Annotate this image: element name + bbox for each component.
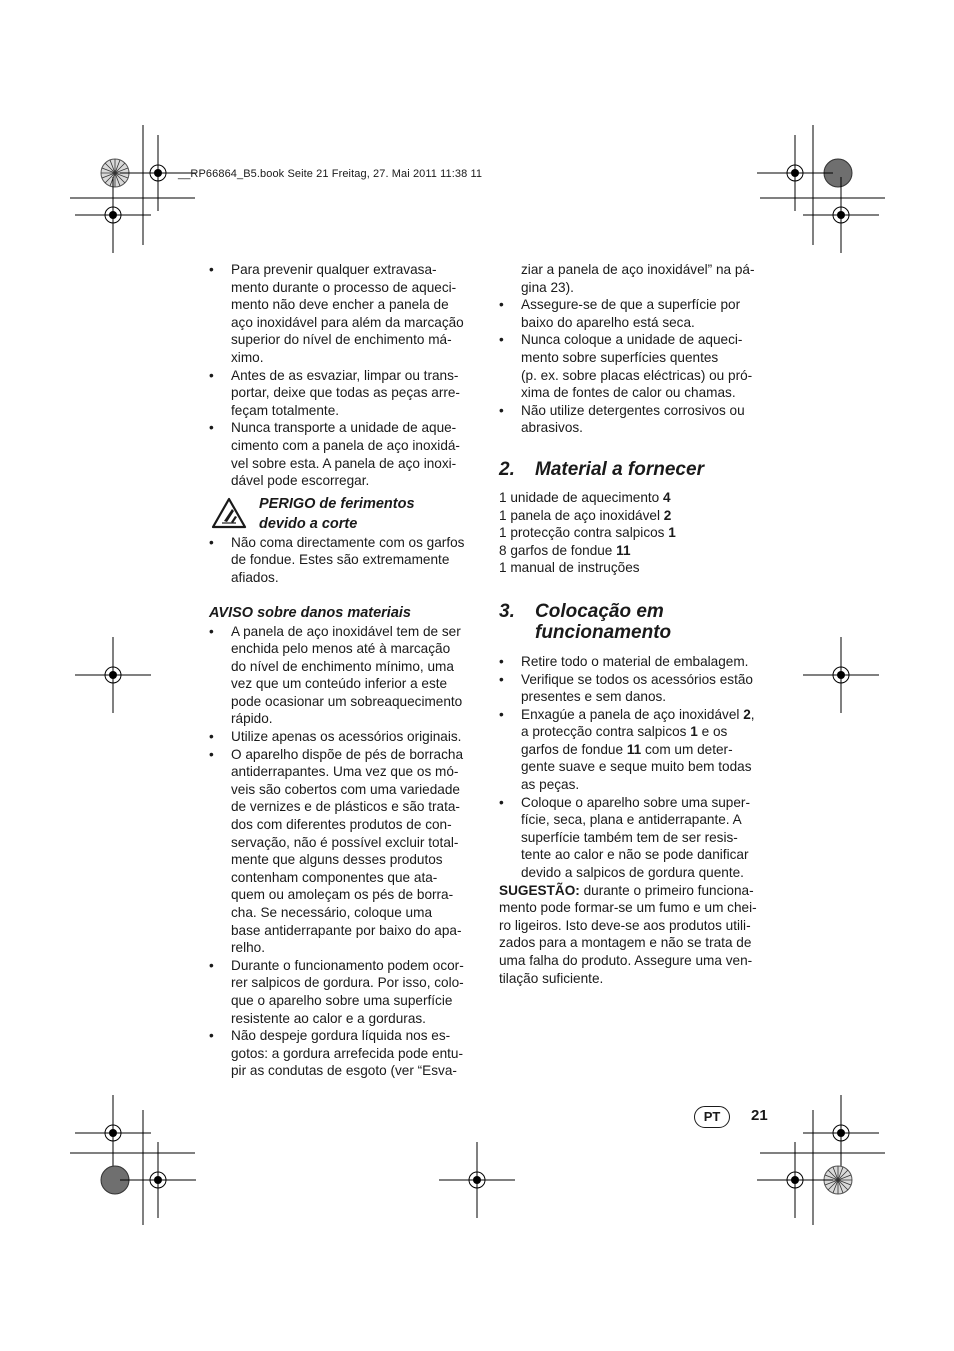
notice-bullets — [209, 623, 477, 1080]
page-number: 21 — [751, 1107, 768, 1124]
list-item: • Coloque o aparelho sobre uma super- fície, seca, plana e antiderrapante. A superfície também tem de ser resis- tente ao calor e não se pode danificar devido a salpicos de gordura quente. — [499, 794, 769, 882]
tip-paragraph: SUGESTÃO: durante o primeiro funciona- mento pode formar-se um fumo e um chei- ro ligeiros. Isto deve-se aos produtos utili- zados para a montagem e não se trata de uma falha do produto. Assegure uma ven- tilação suficiente. — [499, 882, 757, 986]
setup-bullets — [499, 653, 769, 882]
crop-cross-bottom-center — [439, 1142, 515, 1218]
section-3-title-line2: funcionamento — [535, 621, 672, 643]
print-file-header: __RP66864_B5.book Seite 21 Freitag, 27. Mai 2011 11:38 11 — [178, 168, 483, 180]
list-item: • Não coma directamente com os garfos de fondue. Estes são extremamente afiados. — [209, 534, 477, 587]
list-item: • Para prevenir qualquer extravasa- mento durante o processo de aqueci- mento não deve encher a panela de aço inoxidável para além da marcação superior do nível de enchimento má- ximo. — [209, 261, 477, 367]
danger-title-line1: PERIGO de ferimentos — [259, 495, 415, 512]
language-badge: PT — [694, 1106, 730, 1128]
continued-bullet-text: ziar a panela de aço inoxidável” na pá- gina 23). — [521, 262, 755, 295]
list-item: • O aparelho dispõe de pés de borracha antiderrapantes. Uma vez que os mó- veis são cobertos com uma variedade de vernizes e de plásticos e são trata- dos com diferentes produtos de con- servação, não é possível excluir total- mente que alguns desses produtos contenham componentes que ata- quem ou amoleçam os pés de borra- cha. Se necessário, coloque uma base antiderrapante por baixo do apa- relho. — [209, 746, 477, 957]
list-item: 1 unidade de aquecimento 4 — [499, 489, 671, 505]
left-column — [209, 261, 477, 1080]
list-item: 1 protecção contra salpicos 1 — [499, 525, 676, 541]
list-item: • Antes de as esvaziar, limpar ou trans- portar, deixe que todas as peças arre- feçam totalmente. — [209, 367, 477, 420]
crop-cross-bottom-left — [75, 1095, 151, 1171]
crop-cross-mid-left — [75, 637, 151, 713]
section-3-heading — [499, 601, 769, 643]
list-item: • Nunca transporte a unidade de aque- cimento com a panela de aço inoxidá- vel sobre esta. A panela de aço inoxi- dável pode escorregar. — [209, 419, 477, 489]
section-3-number: 3. — [499, 600, 515, 622]
section-3-title-line1: Colocação em — [535, 600, 664, 622]
list-item: 8 garfos de fondue 11 — [499, 542, 631, 558]
crop-cross-bottom-right — [803, 1095, 879, 1171]
crop-cross-mid-right — [803, 637, 879, 713]
list-item: • Assegure-se de que a superfície por baixo do aparelho está seca. — [499, 296, 769, 331]
list-item: • Durante o funcionamento podem ocor- rer salpicos de gordura. Por isso, colo- que o aparelho sobre uma superfície resistente ao calor e a gorduras. — [209, 957, 477, 1027]
section-2-heading — [499, 459, 769, 480]
section-2-title: Material a fornecer — [535, 458, 704, 480]
danger-bullets — [209, 534, 477, 587]
list-item: • Verifique se todos os acessórios estão presentes e sem danos. — [499, 671, 769, 706]
notice-title: AVISO sobre danos materiais — [209, 604, 411, 621]
safety-bullets-top — [209, 261, 477, 490]
right-bullets-top — [499, 296, 769, 437]
danger-title-line2: devido a corte — [259, 515, 358, 532]
list-item: • Enxagúe a panela de aço inoxidável 2, a protecção contra salpicos 1 e os garfos de fondue 11 com um deter- gente suave e seque muito bem todas as peças. — [499, 706, 769, 794]
list-item: • A panela de aço inoxidável tem de ser enchida pelo menos até à marcação do nível de enchimento mínimo, uma vez que um conteúdo inferior a este pode ocasionar um sobreaquecimento rápido. — [209, 623, 477, 729]
list-item: • Utilize apenas os acessórios originais. — [209, 728, 477, 746]
list-item: 1 panela de aço inoxidável 2 — [499, 507, 672, 523]
list-item: • Retire todo o material de embalagem. — [499, 653, 769, 671]
section-2-number: 2. — [499, 458, 515, 480]
tip-label: SUGESTÃO: — [499, 882, 580, 898]
right-column — [499, 261, 769, 987]
list-item: • Nunca coloque a unidade de aqueci- mento sobre superfícies quentes (p. ex. sobre placas eléctricas) ou pró- xima de fontes de calor ou chamas. — [499, 331, 769, 401]
danger-warning — [209, 494, 477, 534]
list-item: 1 manual de instruções — [499, 560, 640, 576]
crop-cross-top-right-2 — [803, 177, 879, 253]
crop-cross-top-right — [757, 135, 833, 211]
crop-cross-top-left-2 — [75, 177, 151, 253]
list-item: • Não despeje gordura líquida nos es- gotos: a gordura arrefecida pode entu- pir as condutas de esgoto (ver “Esva- — [209, 1027, 477, 1080]
delivery-contents-list — [499, 489, 769, 577]
cut-injury-warning-icon — [211, 497, 247, 529]
list-item: • Não utilize detergentes corrosivos ou abrasivos. — [499, 402, 769, 437]
